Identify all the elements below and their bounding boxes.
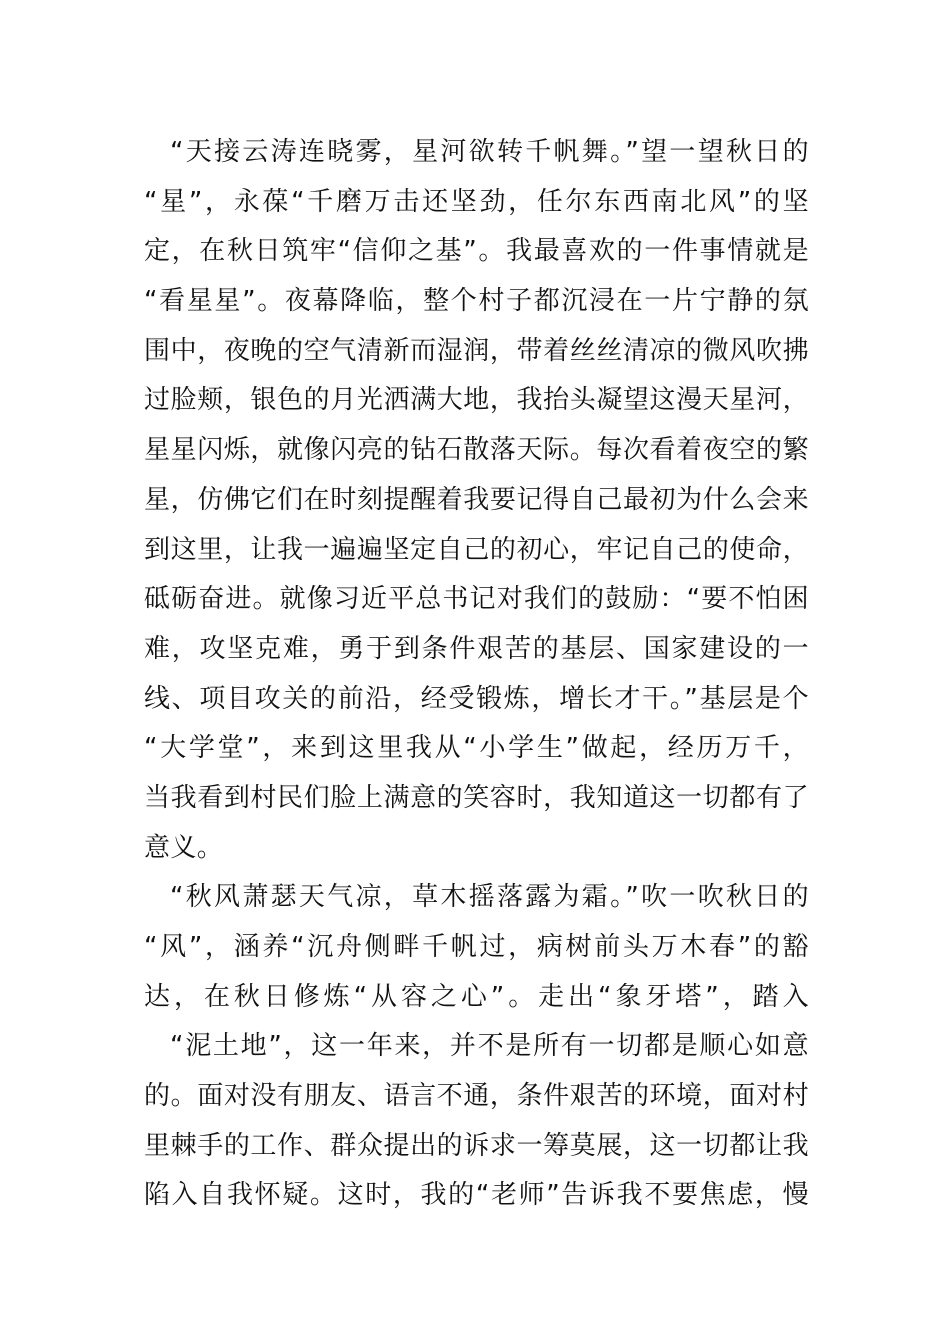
body-text	[144, 128, 809, 1221]
paragraph-1-line-14: 当我看到村民们脸上满意的笑容时，我知道这一切都有了	[144, 782, 809, 813]
paragraph-2-line-1: “秋风萧瑟天气凉，草木摇落露为霜。”吹一吹秋日的	[170, 882, 809, 913]
paragraph-1-line-1: “天接云涛连晓雾，星河欲转千帆舞。”望一望秋日的	[170, 137, 809, 167]
paragraph-1-line-7: 星星闪烁，就像闪亮的钻石散落天际。每次看着夜空的繁	[144, 435, 809, 466]
paragraph-1-line-13: “大学堂”，来到这里我从“小学生”做起，经历万千，	[144, 733, 809, 764]
paragraph-2-line-5: 的。面对没有朋友、语言不通，条件艰苦的环境，面对村	[144, 1081, 809, 1112]
paragraph-1-line-5: 围中，夜晚的空气清新而湿润，带着丝丝清凉的微风吹拂	[144, 335, 809, 366]
paragraph-1-line-10: 砥砺奋进。就像习近平总书记对我们的鼓励：“要不怕困	[144, 584, 809, 615]
paragraph-1-line-8: 星，仿佛它们在时刻提醒着我要记得自己最初为什么会来	[144, 484, 809, 515]
paragraph-1-line-11: 难，攻坚克难，勇于到条件艰苦的基层、国家建设的一	[144, 633, 809, 664]
paragraph-1-line-4: “看星星”。夜幕降临，整个村子都沉浸在一片宁静的氛	[144, 286, 809, 317]
paragraph-2-line-3: 达，在秋日修炼“从容之心”。走出“象牙塔”，踏入	[144, 981, 809, 1012]
paragraph-1-line-3: 定，在秋日筑牢“信仰之基”。我最喜欢的一件事情就是	[144, 236, 809, 267]
paragraph-1-line-12: 线、项目攻关的前沿，经受锻炼，增长才干。”基层是个	[144, 683, 809, 714]
paragraph-2-line-2: “风”，涵养“沉舟侧畔千帆过，病树前头万木春”的豁	[144, 932, 809, 962]
paragraph-1-line-15: 意义。	[144, 832, 224, 863]
paragraph-1-line-2: “星”，永葆“千磨万击还坚劲，任尔东西南北风”的坚	[144, 186, 809, 217]
paragraph-1-line-9: 到这里，让我一遍遍坚定自己的初心，牢记自己的使命，	[144, 534, 809, 565]
paragraph-1-line-6: 过脸颊，银色的月光洒满大地，我抬头凝望这漫天星河，	[144, 385, 809, 416]
paragraph-2-line-4: “泥土地”，这一年来，并不是所有一切都是顺心如意	[170, 1031, 809, 1062]
paragraph-2-line-7: 陷入自我怀疑。这时，我的“老师”告诉我不要焦虑，慢	[144, 1180, 809, 1211]
paragraph-2-line-6: 里棘手的工作、群众提出的诉求一筹莫展，这一切都让我	[144, 1130, 809, 1161]
